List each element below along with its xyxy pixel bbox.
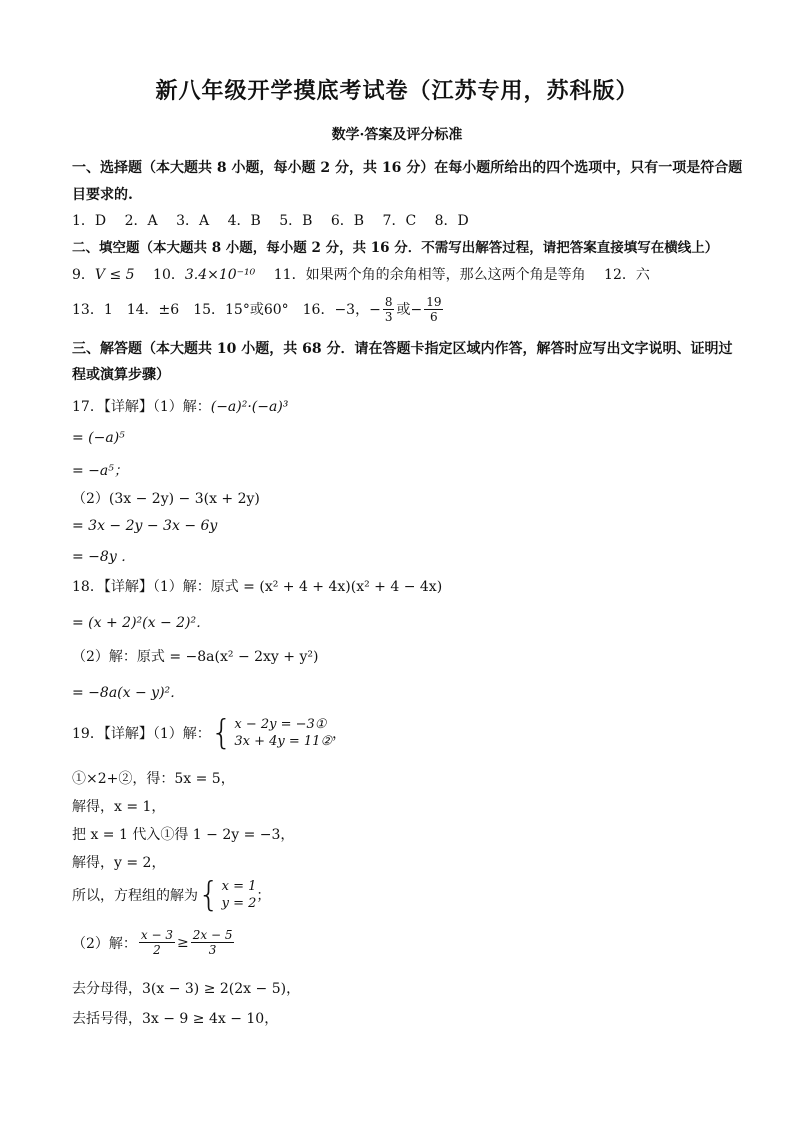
q19-fraction-right: $\frac{2x - 5}{3}$ [192, 928, 233, 957]
q17-label: 17．【详解】（1）解： [72, 399, 211, 415]
page-subtitle: 数学·答案及评分标准 [331, 127, 463, 143]
q9-answer: V ≤ 5 [94, 267, 135, 283]
q15-answer: 15．15°或60° [193, 302, 289, 318]
q19-fraction-left: $\frac{x - 3}{2}$ [140, 928, 174, 957]
q19-solution-x: x = 1 [221, 879, 257, 894]
left-brace-icon: { [210, 713, 233, 753]
q17-step4: = −8y ． [72, 549, 136, 565]
section2-row2 [72, 290, 445, 328]
q18-step2: = −8a(x − y)²． [72, 685, 185, 701]
q17-step1: = (−a)⁵ [72, 430, 125, 446]
q19-step4: 解得，y = 2， [72, 855, 166, 871]
section3-heading-line2: 程或演算步骤） [72, 367, 170, 383]
q19-step2: 解得，x = 1， [72, 799, 166, 815]
q16-fraction-2: $\frac{19}{6}$ [426, 294, 442, 324]
left-brace-icon: { [198, 875, 220, 915]
section3-heading-line1: 三、解答题（本大题共 10 小题，共 68 分．请在答题卡指定区域内作答，解答时应写出文字说明、证明过 [72, 341, 733, 357]
q19-part2 [72, 928, 236, 957]
q12-answer: 12．六 [604, 267, 650, 283]
answer-item: 8．D [434, 213, 469, 229]
q19-solution-tail: ； [256, 888, 271, 904]
q10-answer: 3.4×10⁻¹⁰ [184, 267, 256, 283]
q18-step1: = (x + 2)²(x − 2)²． [72, 615, 211, 631]
q19-ge-sign: ≥ [177, 934, 189, 951]
q9-label: 9． [72, 267, 95, 283]
q16-prefix: 16．−3，− [302, 302, 381, 318]
q19-eq-tail: ， [332, 726, 347, 742]
q14-answer: 14．±6 [126, 302, 180, 318]
q17-expression: (−a)²·(−a)³ [210, 399, 289, 415]
q18-line1: 18．【详解】（1）解：原式 = (x² + 4 + 4x)(x² + 4 − 4x) [72, 579, 443, 595]
answer-item: 7．C [382, 213, 417, 229]
q19-equation-1: x − 2y = −3① [234, 717, 327, 732]
page-title: 新八年级开学摸底考试卷（江苏专用，苏科版） [155, 78, 639, 104]
q17-line1 [72, 396, 288, 416]
q19-step6: 去括号得，3x − 9 ≥ 4x − 10， [72, 1011, 279, 1027]
q18-part2: （2）解：原式 = −8a(x² − 2xy + y²) [72, 649, 319, 665]
section2-heading: 二、填空题（本大题共 8 小题，每小题 2 分，共 16 分．不需写出解答过程，请把答案直接填写在横线上） [72, 240, 719, 256]
q11-answer: 11．如果两个角的余角相等，那么这两个角是等角 [273, 267, 586, 283]
q17-part2: （2）(3x − 2y) − 3(x + 2y) [72, 491, 260, 507]
q19-label: 19．【详解】（1）解： [72, 726, 211, 742]
answer-item: 3．A [176, 213, 210, 229]
section1-answers [72, 210, 469, 230]
q19-step1: ①×2+②，得：5x = 5， [72, 771, 235, 787]
answer-item: 4．B [227, 213, 261, 229]
q17-step2: = −a⁵； [72, 463, 128, 479]
answer-item: 6．B [330, 213, 365, 229]
q19-step3: 把 x = 1 代入①得 1 − 2y = −3， [72, 827, 295, 843]
q19-step5: 去分母得，3(x − 3) ≥ 2(2x − 5)， [72, 981, 301, 997]
section2-row1 [72, 264, 650, 284]
q19-solution-y: y = 2 [221, 896, 257, 911]
answer-item: 1．D [72, 213, 107, 229]
q19-equation-2: 3x + 4y = 11② [234, 734, 333, 749]
answer-item: 5．B [279, 213, 313, 229]
q19-solution [72, 875, 271, 915]
q17-step3: = 3x − 2y − 3x − 6y [72, 518, 218, 534]
q16-mid: 或− [396, 302, 423, 318]
q13-answer: 13．1 [72, 302, 113, 318]
section1-heading-line1: 一、选择题（本大题共 8 小题，每小题 2 分，共 16 分）在每小题所给出的四个选项中，只有一项是符合题 [72, 160, 743, 176]
q19-line1 [72, 713, 347, 753]
q19-solution-system [198, 875, 257, 915]
answer-item: 2．A [124, 213, 158, 229]
section1-heading-line2: 目要求的. [72, 187, 133, 203]
q19-part2-prefix: （2）解： [72, 935, 137, 952]
q19-solution-prefix: 所以，方程组的解为 [72, 888, 198, 904]
q10-label: 10． [153, 267, 185, 283]
q19-equation-system [210, 713, 333, 753]
q16-fraction-1: $\frac{8}{3}$ [384, 294, 393, 324]
